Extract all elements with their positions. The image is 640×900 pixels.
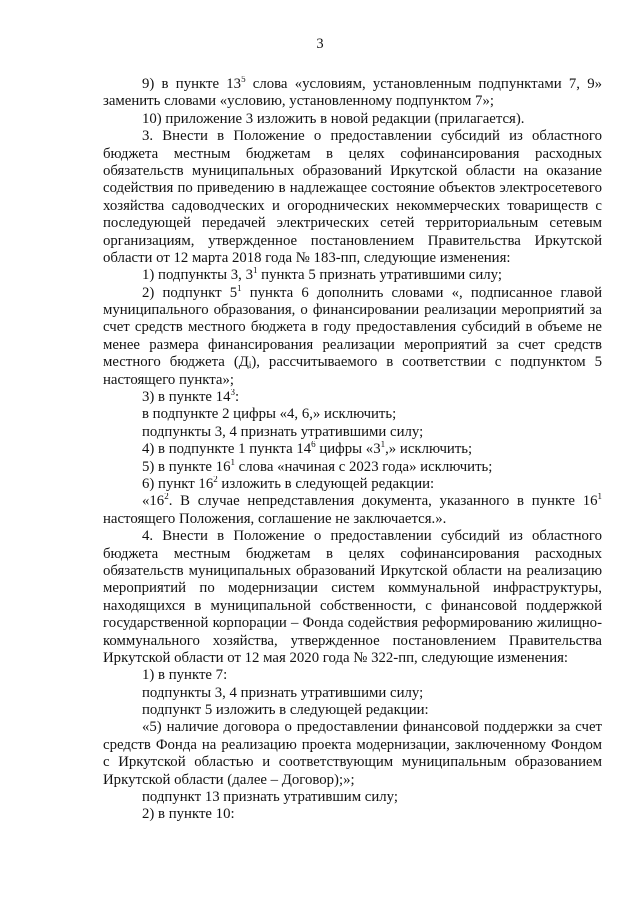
- text-line: мероприятий по модернизации систем коммунальной инфраструктуры,: [103, 580, 602, 597]
- text-line: 5) в пункте $16^1$ слова «начиная с 2023 года» исключить;: [142, 458, 493, 475]
- text-line: содействия по приведению в надлежащее состояние объектов электросетевого: [103, 180, 602, 197]
- text-line: государственной корпорации – Фонда содействия реформированию жилищно-: [103, 615, 602, 632]
- page-number: 3: [316, 36, 324, 52]
- text-line: подпункты 3, 4 признать утратившими силу;: [142, 684, 424, 701]
- text-line: настоящего Положения, соглашение не заключается.».: [103, 510, 447, 527]
- text-line: «$16^2$. В случае непредставления документа, указанного в пункте $16^1$: [142, 493, 602, 510]
- text-line: муниципального образования, о финансировании реализации мероприятий за: [103, 302, 602, 319]
- text-line: области от 12 марта 2018 года № 183-пп, следующие изменения:: [103, 249, 511, 266]
- text-line: 3) в пункте $14^3$:: [142, 389, 240, 406]
- text-line: подпункт 5 изложить в следующей редакции:: [142, 702, 429, 719]
- text-line: с Иркутской областью и соответствующим муниципальным образованием: [103, 754, 602, 771]
- text-line: 1) в пункте 7:: [142, 667, 228, 684]
- text-line: обязательств муниципальных образований Иркутской области на оказание: [103, 162, 602, 179]
- text-line: 2) в пункте 10:: [142, 806, 235, 823]
- text-line: в подпункте 2 цифры «4, 6,» исключить;: [142, 406, 397, 423]
- text-line: 4. Внести в Положение о предоставлении субсидий из областного: [142, 528, 602, 545]
- text-line: Иркутской области от 12 мая 2020 года № 322-пп, следующие изменения:: [103, 649, 569, 666]
- text-line: подпункт 13 признать утратившим силу;: [142, 789, 398, 806]
- text-line: подпункты 3, 4 признать утратившими силу;: [142, 423, 424, 440]
- text-line: 4) в подпункте 1 пункта $14^6$ цифры «$3^1$,» исключить;: [142, 441, 473, 458]
- text-line: 3. Внести в Положение о предоставлении субсидий из областного: [142, 128, 602, 145]
- text-line: местного бюджета $(Д_i)$, рассчитываемого в соответствии с подпунктом 5: [103, 354, 602, 371]
- text-line: 2) подпункт $5^1$ пункта 6 дополнить словами «, подписанное главой: [142, 284, 602, 301]
- text-line: последующей передачей электрических сетей территориальным сетевым: [103, 215, 602, 232]
- document-body: [103, 76, 602, 824]
- text-line: обязательств муниципальных образований Иркутской области на реализацию: [103, 562, 602, 579]
- text-line: средств Фонда на реализацию проекта модернизации, заключенному Фондом: [103, 736, 602, 753]
- text-line: настоящего пункта»;: [103, 371, 234, 388]
- text-line: бюджета местным бюджетам в целях софинансирования расходных: [103, 145, 602, 162]
- text-line: менее размера финансирования реализации мероприятий за счет средств: [103, 336, 602, 353]
- text-line: хозяйства садоводческих и огороднических некоммерческих товариществ с: [103, 197, 602, 214]
- text-line: счет средств местного бюджета в году предоставления субсидий в объеме не: [103, 319, 602, 336]
- text-line: коммунального хозяйства, утвержденное постановлением Правительства: [103, 632, 602, 649]
- text-line: 1) подпункты 3, $3^1$ пункта 5 признать утратившими силу;: [142, 267, 503, 284]
- text-line: организациям, утвержденное постановлением Правительства Иркутской: [103, 232, 602, 249]
- text-line: 6) пункт $16^2$ изложить в следующей редакции:: [142, 475, 435, 492]
- text-line: 10) приложение 3 изложить в новой редакции (прилагается).: [142, 110, 525, 127]
- text-line: «5) наличие договора о предоставлении финансовой поддержки за счет: [142, 719, 602, 736]
- text-line: заменить словами «условию, установленному подпунктом 7»;: [103, 93, 494, 110]
- text-line: бюджета местным бюджетам в целях софинансирования расходных: [103, 545, 602, 562]
- text-line: находящихся в муниципальной собственности, с финансовой поддержкой: [103, 597, 602, 614]
- text-line: 9) в пункте $13^5$ слова «условиям, установленным подпунктами 7, 9»: [142, 76, 602, 92]
- text-line: Иркутской области (далее – Договор);»;: [103, 771, 355, 788]
